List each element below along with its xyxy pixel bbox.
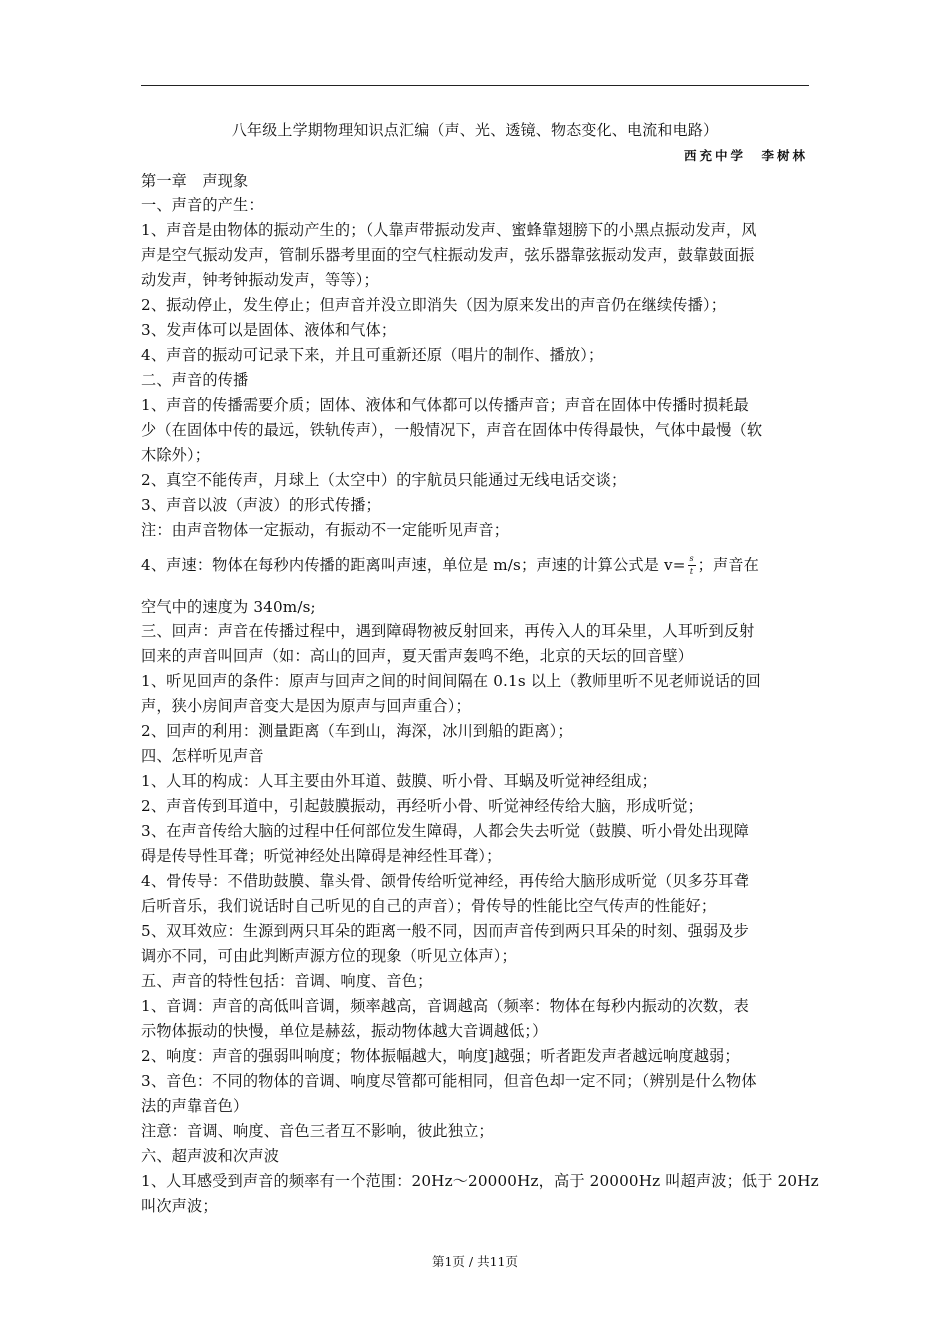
text-line: 回来的声音叫回声（如：高山的回声，夏天雷声轰鸣不绝，北京的天坛的回音壁）: [141, 647, 694, 665]
text-line: 二、声音的传播: [141, 371, 249, 389]
text-line: 五、声音的特性包括：音调、响度、音色；: [141, 972, 433, 990]
text-line: 后听音乐，我们说话时自己听见的自己的声音）；骨传导的性能比空气传声的性能好；: [141, 897, 717, 915]
text-line: 3、声音以波（声波）的形式传播；: [141, 496, 381, 514]
header-rule: [141, 85, 809, 86]
document-title: 八年级上学期物理知识点汇编（声、光、透镜、物态变化、电流和电路）: [231, 121, 719, 139]
text-line: 1、人耳的构成：人耳主要由外耳道、鼓膜、听小骨、耳蜗及听觉神经组成；: [141, 772, 657, 790]
text-line: 第一章 声现象: [141, 172, 249, 190]
text-line: 3、音色：不同的物体的音调、响度尽管都可能相同，但音色却一定不同；（辨别是什么物体: [141, 1072, 757, 1090]
text-line: 3、发声体可以是固体、液体和气体；: [141, 321, 397, 339]
text-line: 示物体振动的快慢，单位是赫兹，振动物体越大音调越低；）: [141, 1022, 548, 1040]
text-line: 碍是传导性耳聋；听觉神经处出障碍是神经性耳聋）；: [141, 847, 502, 865]
text-line: 1、音调：声音的高低叫音调，频率越高，音调越高（频率：物体在每秒内振动的次数，表: [141, 997, 749, 1015]
text-line: 声是空气振动发声，管制乐器考里面的空气柱振动发声，弦乐器靠弦振动发声，鼓靠鼓面振: [141, 246, 755, 264]
text-line: 空气中的速度为 340m/s;: [141, 598, 316, 616]
text-line: 5、双耳效应：生源到两只耳朵的距离一般不同，因而声音传到两只耳朵的时刻、强弱及步: [141, 922, 749, 940]
text-line: 少（在固体中传的最远，铁轨传声），一般情况下，声音在固体中传得最快，气体中最慢（软: [141, 421, 763, 439]
text-line: 4、声音的振动可记录下来，并且可重新还原（唱片的制作、播放）；: [141, 346, 604, 364]
speed-fraction: [687, 553, 697, 579]
text-line: 三、回声：声音在传播过程中，遇到障碍物被反射回来，再传入人的耳朵里，人耳听到反射: [141, 622, 755, 640]
text-line: 1、人耳感受到声音的频率有一个范围：20Hz～20000Hz，高于 20000Hz 叫超声波；低于 20Hz: [141, 1172, 819, 1190]
page-footer: 第1页 / 共11页: [431, 1254, 519, 1269]
text-line: 叫次声波；: [141, 1197, 218, 1215]
text-line: 木除外）；: [141, 446, 211, 464]
text-line: 四、怎样听见声音: [141, 747, 264, 765]
text-line: 法的声靠音色）: [141, 1097, 249, 1115]
text-line: 一、声音的产生：: [141, 196, 264, 214]
text-line: 2、真空不能传声，月球上（太空中）的宇航员只能通过无线电话交谈；: [141, 471, 627, 489]
text-line: 3、在声音传给大脑的过程中任何部位发生障碍，人都会失去听觉（鼓膜、听小骨处出现障: [141, 822, 749, 840]
text-line: 注：由声音物体一定振动，有振动不一定能听见声音；: [141, 521, 510, 539]
text-line: 注意：音调、响度、音色三者互不影响，彼此独立；: [141, 1122, 494, 1140]
text-line: 2、回声的利用：测量距离（车到山，海深，冰川到船的距离）；: [141, 722, 573, 740]
text-line: 1、声音是由物体的振动产生的；（人靠声带振动发声、蜜蜂靠翅膀下的小黑点振动发声，风: [141, 221, 757, 239]
text-line: 六、超声波和次声波: [141, 1147, 280, 1165]
fraction-denominator: t: [689, 567, 694, 576]
text-line: 调亦不同，可由此判断声源方位的现象（听见立体声）；: [141, 947, 517, 965]
text-line: 2、声音传到耳道中，引起鼓膜振动，再经听小骨、听觉神经传给大脑，形成听觉；: [141, 797, 703, 815]
text-line: 声，狭小房间声音变大是因为原声与回声重合）；: [141, 697, 471, 715]
text-line: 4、骨传导：不借助鼓膜、靠头骨、颌骨传给听觉神经，再传给大脑形成听觉（贝多芬耳聋: [141, 872, 749, 890]
fraction-bar: [688, 565, 696, 566]
text-line: 2、响度：声音的强弱叫响度；物体振幅越大，响度]越强；听者距发声者越远响度越弱；: [141, 1047, 740, 1065]
text-line: 1、声音的传播需要介质；固体、液体和气体都可以传播声音；声音在固体中传播时损耗最: [141, 396, 749, 414]
text-line: 1、听见回声的条件：原声与回声之间的时间间隔在 0.1s 以上（教师里听不见老师说话的回: [141, 672, 761, 690]
formula-line: [141, 553, 811, 579]
text-line: 动发声，钟考钟振动发声，等等）；: [141, 271, 379, 289]
fraction-numerator: s: [689, 554, 694, 563]
formula-text-after: ；声音在: [697, 556, 759, 574]
formula-text-before: 4、声速：物体在每秒内传播的距离叫声速，单位是 m/s；声速的计算公式是 v=: [141, 556, 686, 574]
text-line: 2、振动停止，发生停止；但声音并没立即消失（因为原来发出的声音仍在继续传播）；: [141, 296, 727, 314]
author-line: 西充中学 李树林: [683, 148, 808, 163]
